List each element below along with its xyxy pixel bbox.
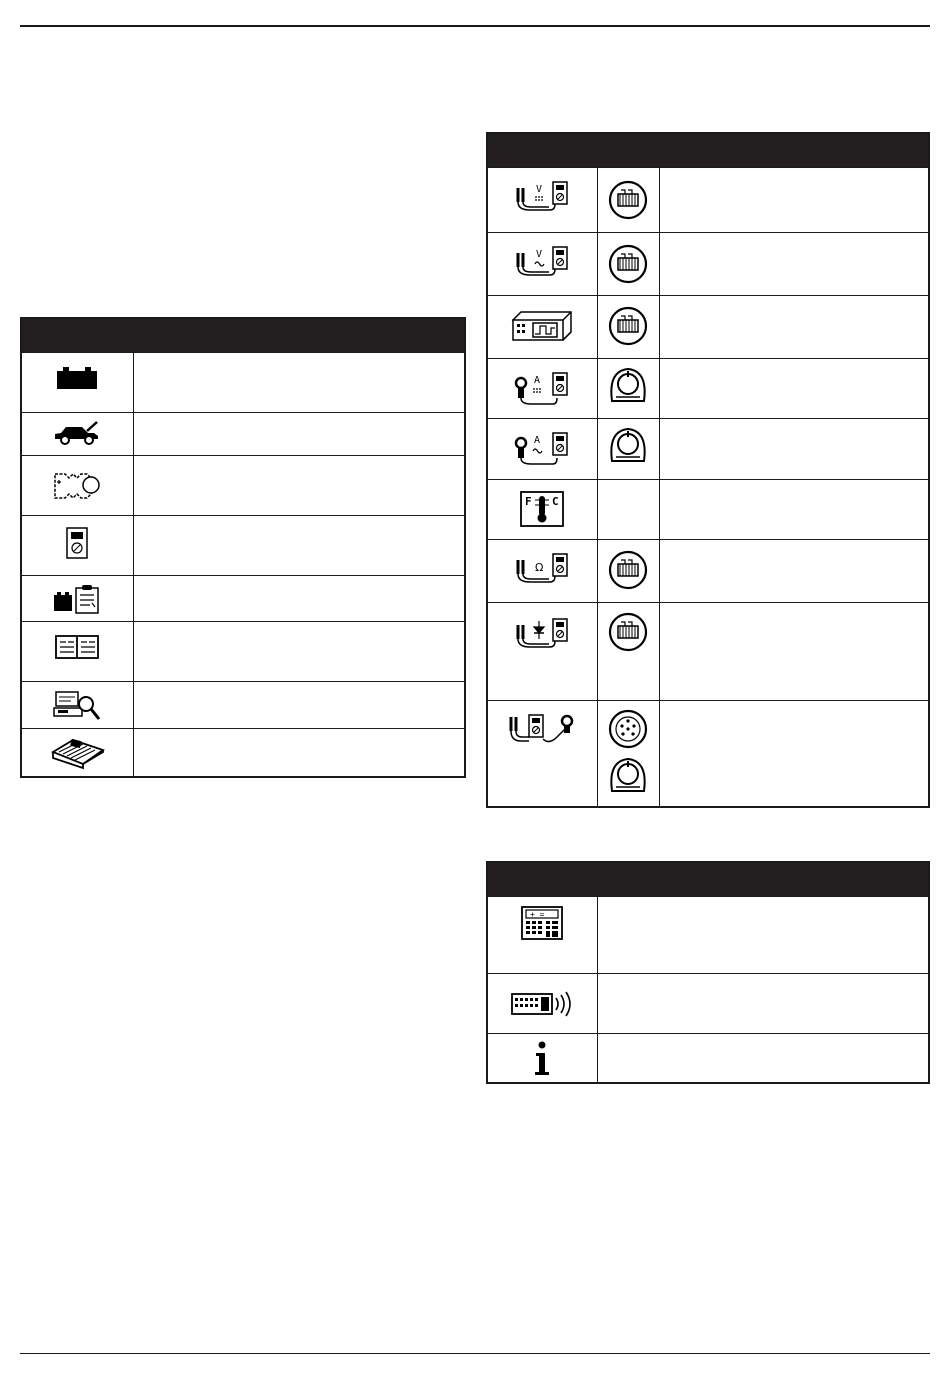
svg-text:A: A: [534, 375, 541, 386]
row-description: [659, 419, 929, 480]
svg-text:Ω: Ω: [535, 561, 544, 574]
svg-text:V: V: [536, 184, 543, 195]
battery-icon: [22, 365, 133, 391]
table-row: [21, 576, 465, 622]
row-description: [659, 233, 929, 296]
ac-current-clamp-icon: [488, 429, 597, 473]
leads-and-clamp-icon: [488, 713, 597, 753]
test-lead-connector-icon: [598, 180, 659, 220]
current-clamp-connector-icon: [598, 427, 659, 465]
table-row: [21, 353, 465, 413]
diagnostic-computer-icon: [22, 688, 133, 722]
row-description: [659, 480, 929, 540]
table-row: [487, 540, 929, 603]
row-description: [133, 682, 465, 729]
current-clamp-connector-icon: [598, 367, 659, 405]
table-row: [487, 419, 929, 480]
svg-text:+ =: + =: [530, 910, 545, 919]
table-row: [487, 701, 929, 807]
table-row: [487, 974, 929, 1034]
vehicle-interface-icon: [22, 736, 133, 770]
tools-table: [486, 861, 930, 1084]
ac-voltage-meter-icon: [488, 245, 597, 285]
table-row: [487, 1034, 929, 1083]
tools-table-header: [487, 862, 929, 897]
keyboard-wireless-icon: [488, 990, 597, 1018]
temperature-icon: [488, 490, 597, 528]
table-row: [487, 233, 929, 296]
dc-voltage-meter-icon: [488, 180, 597, 220]
table-row: [21, 413, 465, 456]
info-icon: [488, 1041, 597, 1077]
row-description: [597, 974, 929, 1034]
manual-icon: [22, 634, 133, 660]
row-description: [133, 729, 465, 777]
engine-icon: [22, 468, 133, 502]
row-description: [597, 897, 929, 974]
table-row: [487, 168, 929, 233]
svg-text:A: A: [534, 435, 541, 446]
row-description: [659, 359, 929, 419]
row-description: [133, 622, 465, 682]
measurement-table-header: [487, 133, 929, 168]
table-row: [21, 682, 465, 729]
table-row: [487, 359, 929, 419]
row-description: [659, 603, 929, 701]
top-rule: [20, 25, 930, 27]
table-row: [21, 622, 465, 682]
row-description: [659, 701, 929, 807]
row-description: [659, 296, 929, 359]
measurement-table: [486, 132, 930, 808]
row-description: [659, 540, 929, 603]
svg-text:C: C: [552, 495, 559, 508]
calculator-icon: [488, 905, 597, 941]
row-description: [133, 456, 465, 516]
bottom-rule: [20, 1353, 930, 1354]
table-row: [487, 603, 929, 701]
table-row: [487, 480, 929, 540]
test-lead-connector-icon: [598, 244, 659, 284]
table-row: [21, 516, 465, 576]
probe-and-clamp-connector-icon: [598, 709, 659, 797]
svg-text:V: V: [536, 249, 543, 260]
test-lead-connector-icon: [598, 306, 659, 346]
row-description: [133, 353, 465, 413]
svg-text:F: F: [525, 495, 532, 508]
empty-connector-cell: [597, 480, 659, 540]
test-lead-connector-icon: [598, 612, 659, 652]
equipment-table-header: [21, 318, 465, 353]
car-icon: [22, 421, 133, 447]
table-row: [21, 456, 465, 516]
equipment-table: [20, 317, 466, 778]
row-description: [133, 576, 465, 622]
resistance-meter-icon: [488, 552, 597, 592]
row-description: [133, 516, 465, 576]
test-lead-connector-icon: [598, 550, 659, 590]
row-description: [133, 413, 465, 456]
row-description: [597, 1034, 929, 1083]
dc-current-clamp-icon: [488, 369, 597, 413]
oscilloscope-icon: [488, 308, 597, 344]
battery-tester-icon: [22, 583, 133, 615]
table-row: [487, 897, 929, 974]
multimeter-icon: [22, 526, 133, 560]
row-description: [659, 168, 929, 233]
diode-test-icon: [488, 617, 597, 657]
table-row: [21, 729, 465, 777]
table-row: [487, 296, 929, 359]
